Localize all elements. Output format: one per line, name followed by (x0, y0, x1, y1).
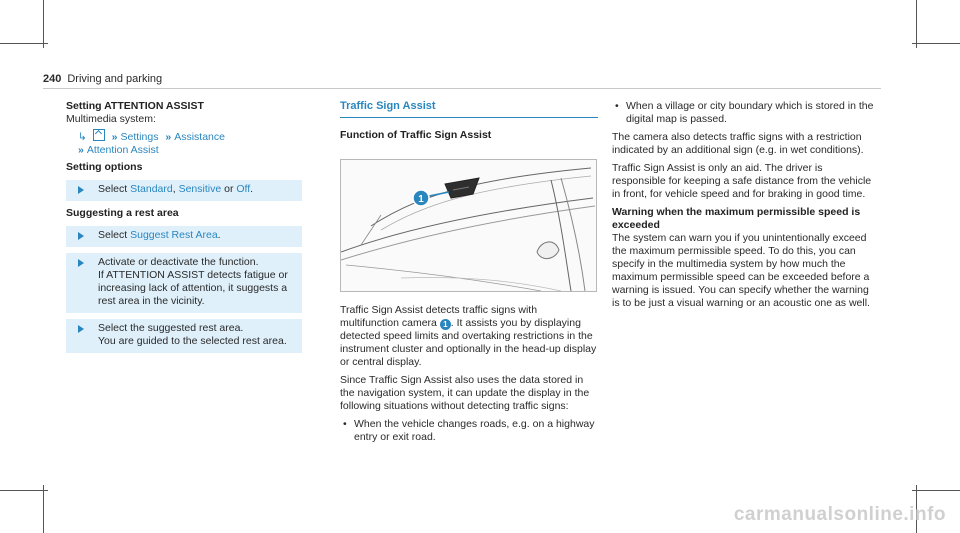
step-text: or (221, 183, 237, 195)
paragraph-speed-warning: The system can warn you if you unintentionally exceed the maximum permissible speed. To do this, you can specify in the multimedia system by how much the maximum permissible speed can be exceeded before a warning is issued. You can specify whether the warning is to be just a visual warning or an acoustic one as well. (612, 232, 870, 309)
step-text: . (250, 183, 254, 195)
double-chevron-icon: » (111, 131, 118, 143)
heading-speed-warning: Warning when the maximum permissible speed is exceeded (612, 206, 861, 231)
bullet-icon: • (343, 418, 347, 430)
triangle-right-icon (78, 325, 84, 333)
watermark: carmanualsonline.info (733, 504, 946, 525)
heading-setting-options: Setting options (66, 161, 143, 173)
callout-marker: 1 (440, 319, 451, 330)
option-off[interactable]: Off (236, 183, 251, 195)
step-text: Select (98, 229, 131, 241)
double-chevron-icon: » (165, 131, 172, 143)
crop-mark (912, 490, 960, 491)
paragraph-text: . It assists you by displaying detected speed limits and overtaking restrictions in the instrument cluster and optionally in the head-up display or central display. (340, 317, 597, 368)
paragraph-function (340, 304, 598, 369)
car-interior-drawing (341, 160, 596, 291)
step-text: . (217, 229, 221, 241)
section-divider (340, 117, 598, 118)
multimedia-system-label: Multimedia system: (66, 113, 156, 125)
home-icon[interactable] (93, 129, 105, 141)
windshield-camera-illustration (340, 159, 597, 292)
step-activate-function (66, 253, 302, 313)
section-name: Driving and parking (67, 73, 163, 85)
menu-assistance[interactable]: Assistance (174, 131, 225, 143)
triangle-right-icon (78, 232, 84, 240)
crop-mark (43, 485, 44, 533)
section-title: Traffic Sign Assist (340, 100, 436, 112)
return-arrow-icon: ↳ (78, 131, 87, 143)
list-item (612, 100, 878, 126)
list-item (340, 418, 598, 444)
option-standard[interactable]: Standard (130, 183, 173, 195)
paragraph-navigation-data: Since Traffic Sign Assist also uses the data stored in the navigation system, it can update the display in the following situations without detecting traffic signs: (340, 374, 590, 412)
step-result-text: If ATTENTION ASSIST detects fatigue or increasing lack of attention, it suggests a rest area in the vicinity. (98, 269, 288, 307)
option-sensitive[interactable]: Sensitive (178, 183, 222, 195)
subheading-function: Function of Traffic Sign Assist (340, 129, 492, 141)
heading-setting-attention-assist: Setting ATTENTION ASSIST (66, 100, 204, 112)
menu-attention-assist[interactable]: Attention Assist (86, 144, 159, 156)
bullet-icon: • (615, 100, 619, 112)
column-traffic-sign-assist (340, 100, 598, 444)
paragraph-camera-restrictions: The camera also detects traffic signs with a restriction indicated by an additional sign (e.g. in wet conditions). (612, 131, 864, 156)
menu-settings[interactable]: Settings (120, 131, 159, 143)
crop-mark (0, 490, 48, 491)
option-suggest-rest-area[interactable]: Suggest Rest Area (130, 229, 218, 241)
step-suggest-rest-area (66, 226, 302, 247)
triangle-right-icon (78, 259, 84, 267)
menu-path (66, 129, 302, 157)
double-chevron-icon: » (78, 144, 84, 156)
list-item-text: When a village or city boundary which is stored in the digital map is passed. (626, 100, 874, 125)
heading-suggesting-rest-area: Suggesting a rest area (66, 207, 179, 219)
step-text: , (172, 183, 179, 195)
paragraph-text: Traffic Sign Assist detects traffic signs with multifunction camera (340, 304, 538, 329)
column-traffic-sign-assist-continued (612, 100, 878, 310)
crop-mark (912, 43, 960, 44)
paragraph-driver-responsibility: Traffic Sign Assist is only an aid. The driver is responsible for keeping a safe distance from the vehicle in front, for vehicle speed and for braking in good time. (612, 162, 872, 200)
step-result-text: You are guided to the selected rest area. (98, 335, 287, 347)
crop-mark (43, 0, 44, 48)
step-text: Select (98, 183, 131, 195)
step-text: Activate or deactivate the function. (98, 256, 259, 268)
list-item-text: When the vehicle changes roads, e.g. on a highway entry or exit road. (354, 418, 595, 443)
triangle-right-icon (78, 186, 84, 194)
column-attention-assist (66, 100, 302, 353)
header-divider (43, 88, 881, 89)
callout-number: 1 (418, 194, 424, 205)
page-number: 240 (43, 73, 62, 85)
step-select-rest-area (66, 319, 302, 353)
step-select-option (66, 180, 302, 201)
page-header (43, 73, 162, 86)
step-text: Select the suggested rest area. (98, 322, 244, 334)
crop-mark (916, 0, 917, 48)
crop-mark (0, 43, 48, 44)
